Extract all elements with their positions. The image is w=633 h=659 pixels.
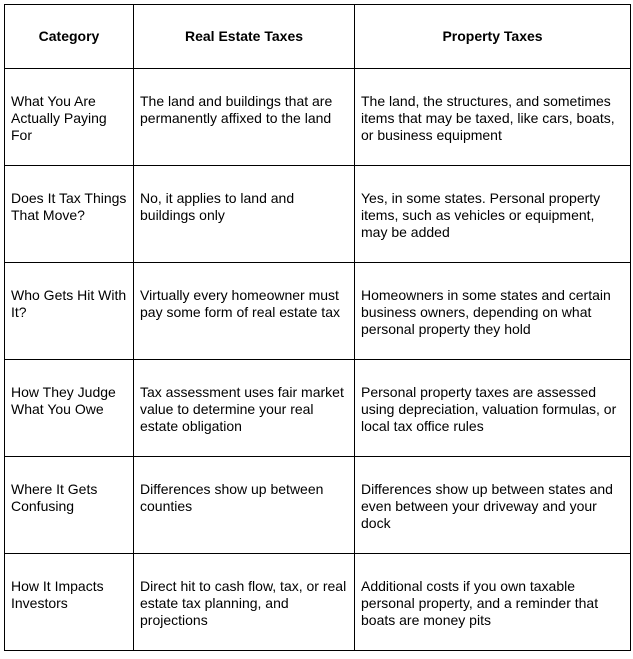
property-text: Yes, in some states. Personal property items, such as vehicles or equipment, may be added (361, 190, 601, 240)
category-text: How They Judge What You Owe (11, 384, 116, 417)
property-cell (355, 554, 631, 651)
table-row (5, 554, 631, 651)
real-estate-cell (134, 554, 355, 651)
category-cell (5, 69, 134, 166)
real-estate-text: The land and buildings that are permanently affixed to the land (140, 93, 333, 126)
category-cell (5, 166, 134, 263)
property-cell (355, 166, 631, 263)
property-cell (355, 263, 631, 360)
header-property-taxes: Property Taxes (355, 5, 631, 69)
category-cell (5, 554, 134, 651)
real-estate-cell (134, 360, 355, 457)
category-text: Who Gets Hit With It? (11, 287, 127, 320)
property-text: Homeowners in some states and certain business owners, depending on what personal property they hold (361, 287, 611, 337)
table-row (5, 69, 631, 166)
category-text: How It Impacts Investors (11, 578, 104, 611)
real-estate-text: Virtually every homeowner must pay some form of real estate tax (140, 287, 340, 320)
table-row (5, 360, 631, 457)
real-estate-text: Direct hit to cash flow, tax, or real estate tax planning, and projections (140, 578, 347, 628)
real-estate-text: Differences show up between counties (140, 481, 324, 514)
table-row (5, 457, 631, 554)
category-text: Where It Gets Confusing (11, 481, 98, 514)
real-estate-cell (134, 69, 355, 166)
property-text: Additional costs if you own taxable personal property, and a reminder that boats are money pits (361, 578, 599, 628)
real-estate-cell (134, 166, 355, 263)
real-estate-cell (134, 457, 355, 554)
table-row (5, 263, 631, 360)
table-row (5, 166, 631, 263)
header-category: Category (5, 5, 134, 69)
category-text: Does It Tax Things That Move? (11, 190, 127, 223)
property-text: The land, the structures, and sometimes items that may be taxed, like cars, boats, or business equipment (361, 93, 615, 143)
comparison-table (4, 4, 631, 651)
category-cell (5, 263, 134, 360)
property-cell (355, 69, 631, 166)
category-text: What You Are Actually Paying For (11, 93, 107, 143)
property-text: Differences show up between states and even between your driveway and your dock (361, 481, 613, 531)
property-text: Personal property taxes are assessed using depreciation, valuation formulas, or local tax office rules (361, 384, 617, 434)
real-estate-text: Tax assessment uses fair market value to determine your real estate obligation (140, 384, 344, 434)
category-cell (5, 457, 134, 554)
header-real-estate-taxes: Real Estate Taxes (134, 5, 355, 69)
real-estate-text: No, it applies to land and buildings only (140, 190, 295, 223)
property-cell (355, 360, 631, 457)
header-row (5, 5, 631, 69)
category-cell (5, 360, 134, 457)
property-cell (355, 457, 631, 554)
real-estate-cell (134, 263, 355, 360)
